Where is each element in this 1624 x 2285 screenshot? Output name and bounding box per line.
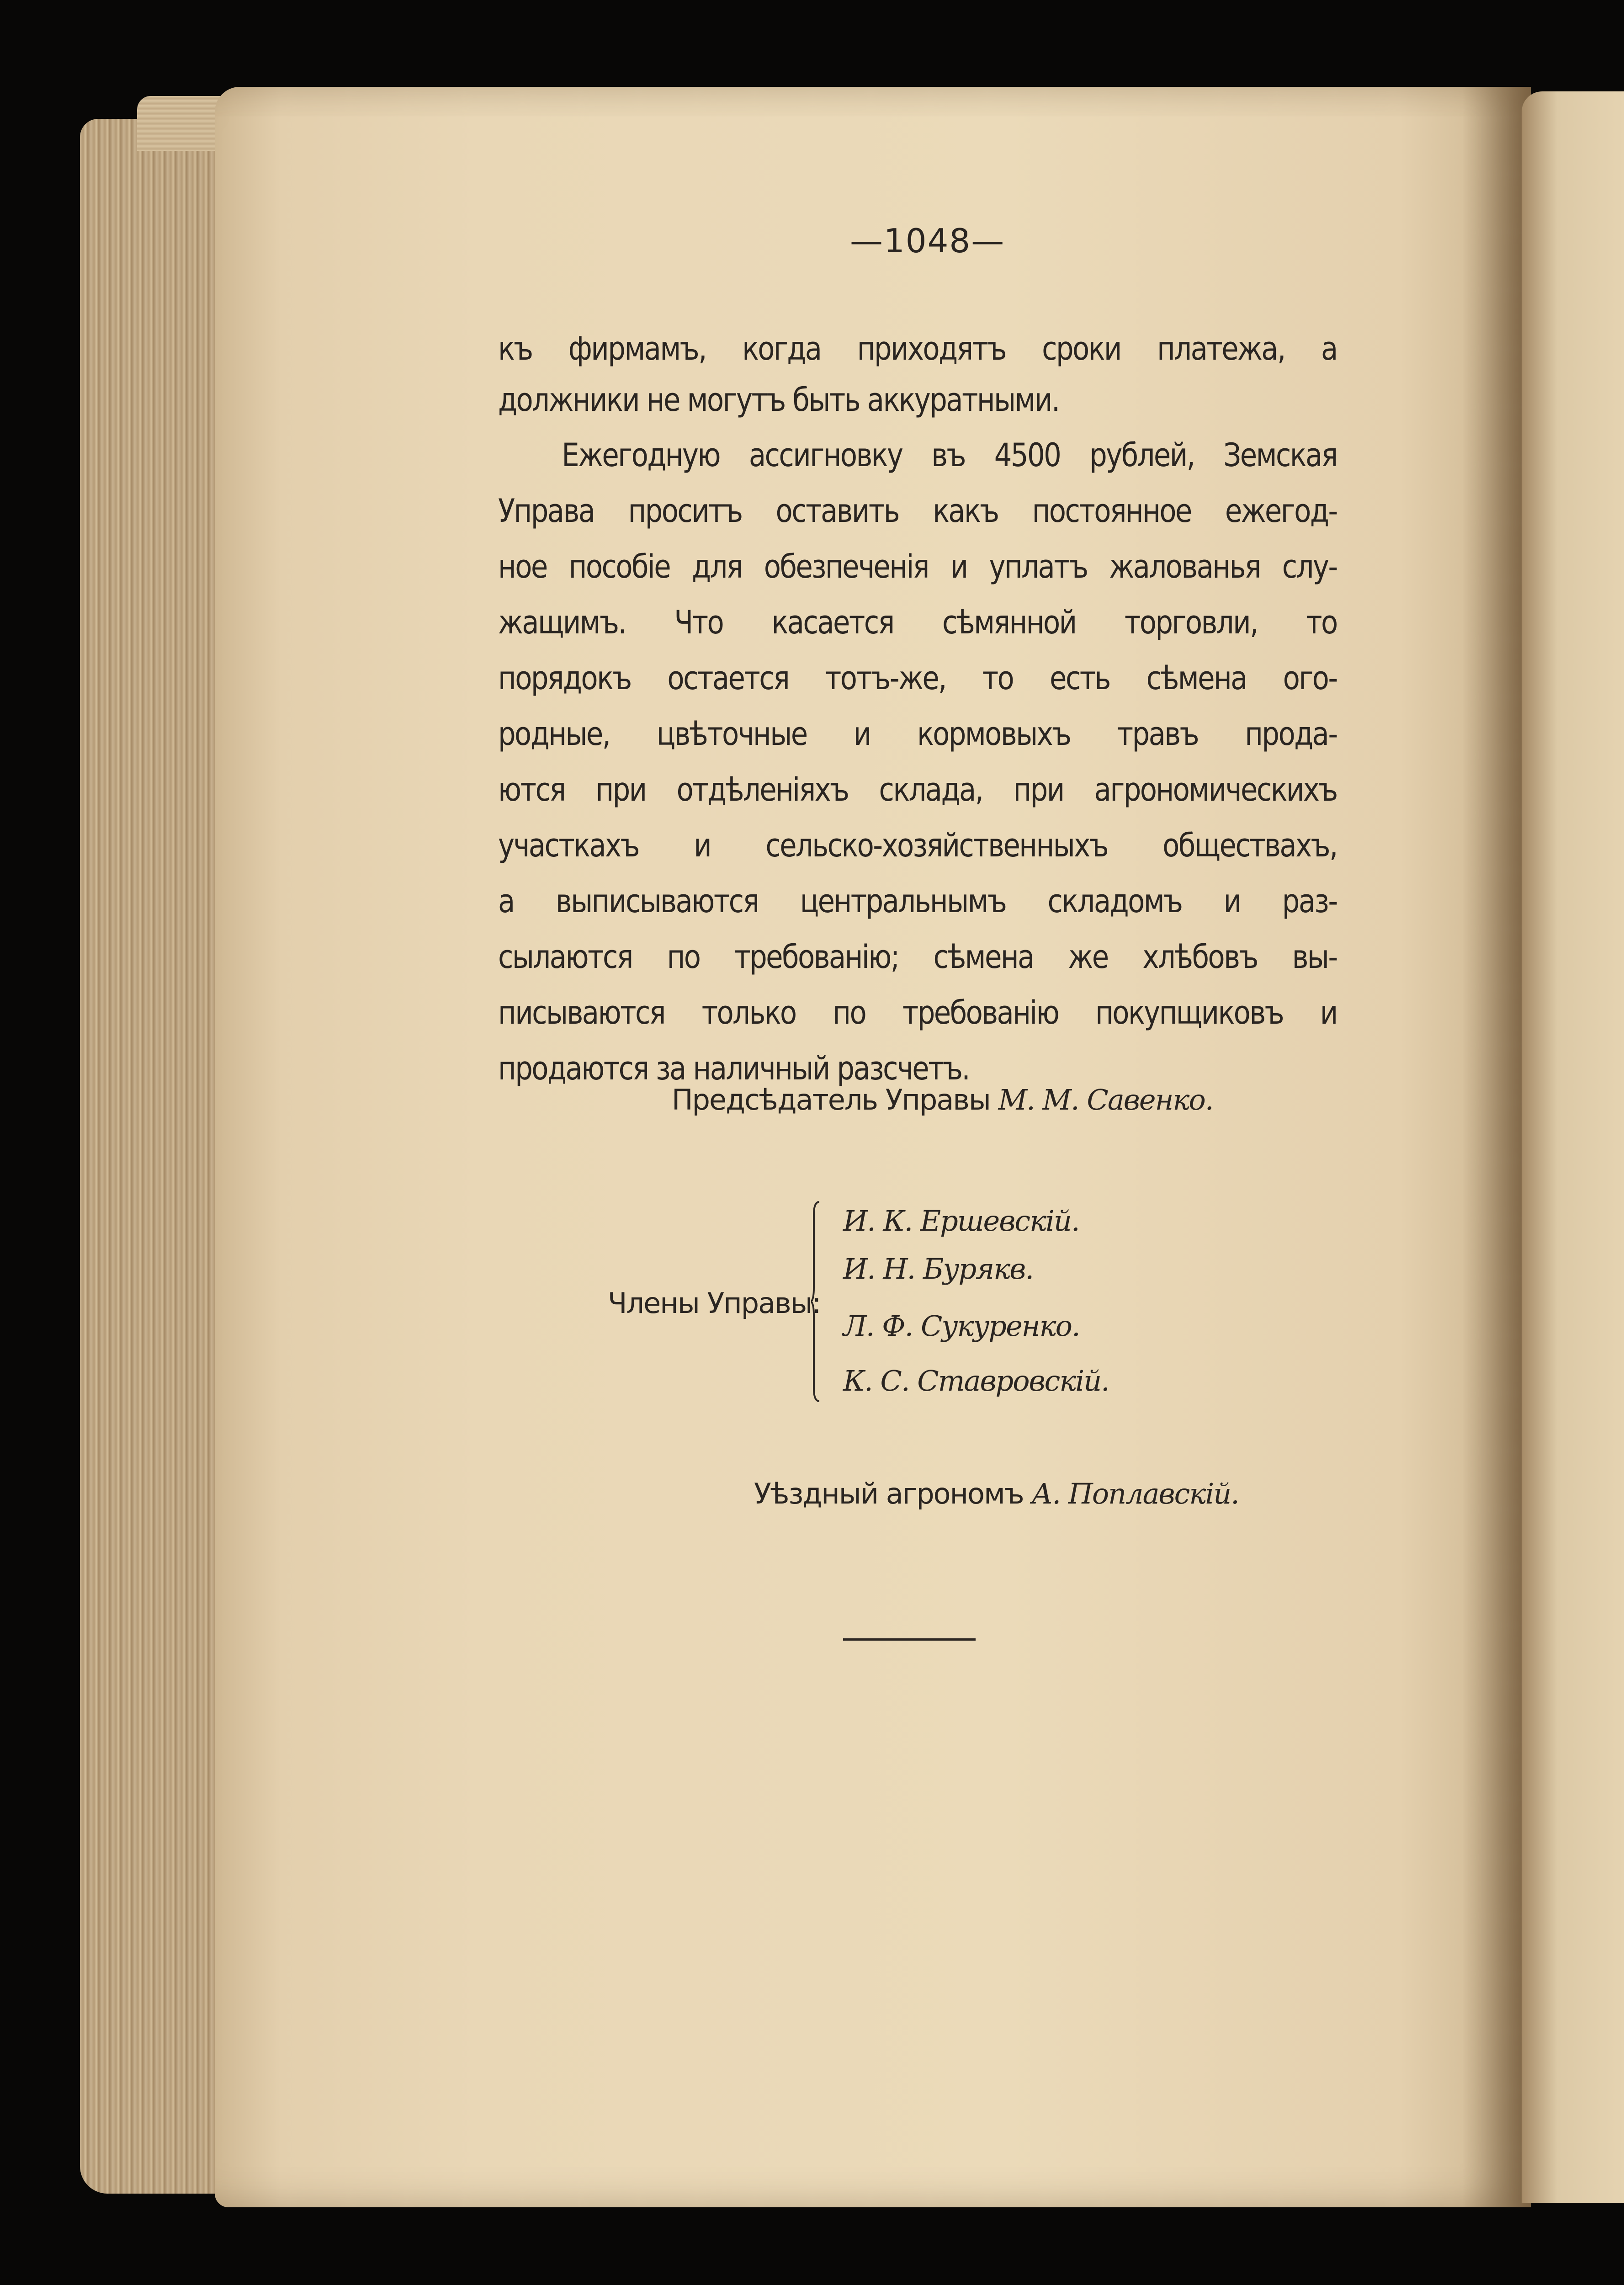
members-label: Члены Управы: xyxy=(608,1286,821,1320)
book-gutter-shadow xyxy=(1462,87,1531,2207)
text-line: порядокъ остается тотъ-же, то есть сѣмена ого- xyxy=(498,659,1337,697)
text-line: къ фирмамъ, когда приходятъ сроки платежа, а xyxy=(498,330,1337,367)
curly-brace xyxy=(811,1201,820,1402)
text-line: сылаются по требованію; сѣмена же хлѣбовъ вы- xyxy=(498,938,1337,976)
agronomist-title: Уѣздный агрономъ xyxy=(754,1477,1024,1510)
member-name: К. С. Ставровскій. xyxy=(843,1364,1109,1398)
member-name: И. К. Ершевскій. xyxy=(843,1204,1079,1238)
chair-name: М. М. Савенко. xyxy=(998,1083,1213,1116)
text-line: писываются только по требованію покупщиковъ и xyxy=(498,994,1337,1031)
text-line: родные, цвѣточные и кормовыхъ травъ прода- xyxy=(498,715,1337,753)
closing-rule xyxy=(843,1638,976,1641)
chair-title: Предсѣдатель Управы xyxy=(672,1083,990,1116)
agronomist-name: А. Поплавскій. xyxy=(1031,1477,1239,1510)
text-line: жащимъ. Что касается сѣмянной торговли, то xyxy=(498,604,1337,641)
member-name: Л. Ф. Сукуренко. xyxy=(843,1309,1080,1343)
text-line: участкахъ и сельско-хозяйственныхъ обществахъ, xyxy=(498,827,1337,864)
text-line: должники не могутъ быть аккуратными. xyxy=(498,381,1059,419)
text-line: а выписываются центральнымъ складомъ и раз- xyxy=(498,882,1337,920)
agronomist-signature xyxy=(754,1477,1239,1510)
facing-page-edge xyxy=(1522,91,1624,2203)
text-line: ное пособіе для обезпеченія и уплатъ жалованья слу- xyxy=(498,548,1337,585)
page-stack-edges xyxy=(80,119,226,2194)
text-line: продаются за наличный разсчетъ. xyxy=(498,1050,970,1087)
text-line: ются при отдѣленіяхъ склада, при агрономическихъ xyxy=(498,771,1337,808)
text-line: Управа проситъ оставить какъ постоянное ежегод- xyxy=(498,492,1337,530)
text-line: Ежегодную ассигновку въ 4500 рублей, Земская xyxy=(562,436,1337,474)
chairman-signature xyxy=(672,1083,1213,1116)
member-name: И. Н. Бурякв. xyxy=(843,1252,1034,1286)
page-number: —1048— xyxy=(850,222,1005,260)
